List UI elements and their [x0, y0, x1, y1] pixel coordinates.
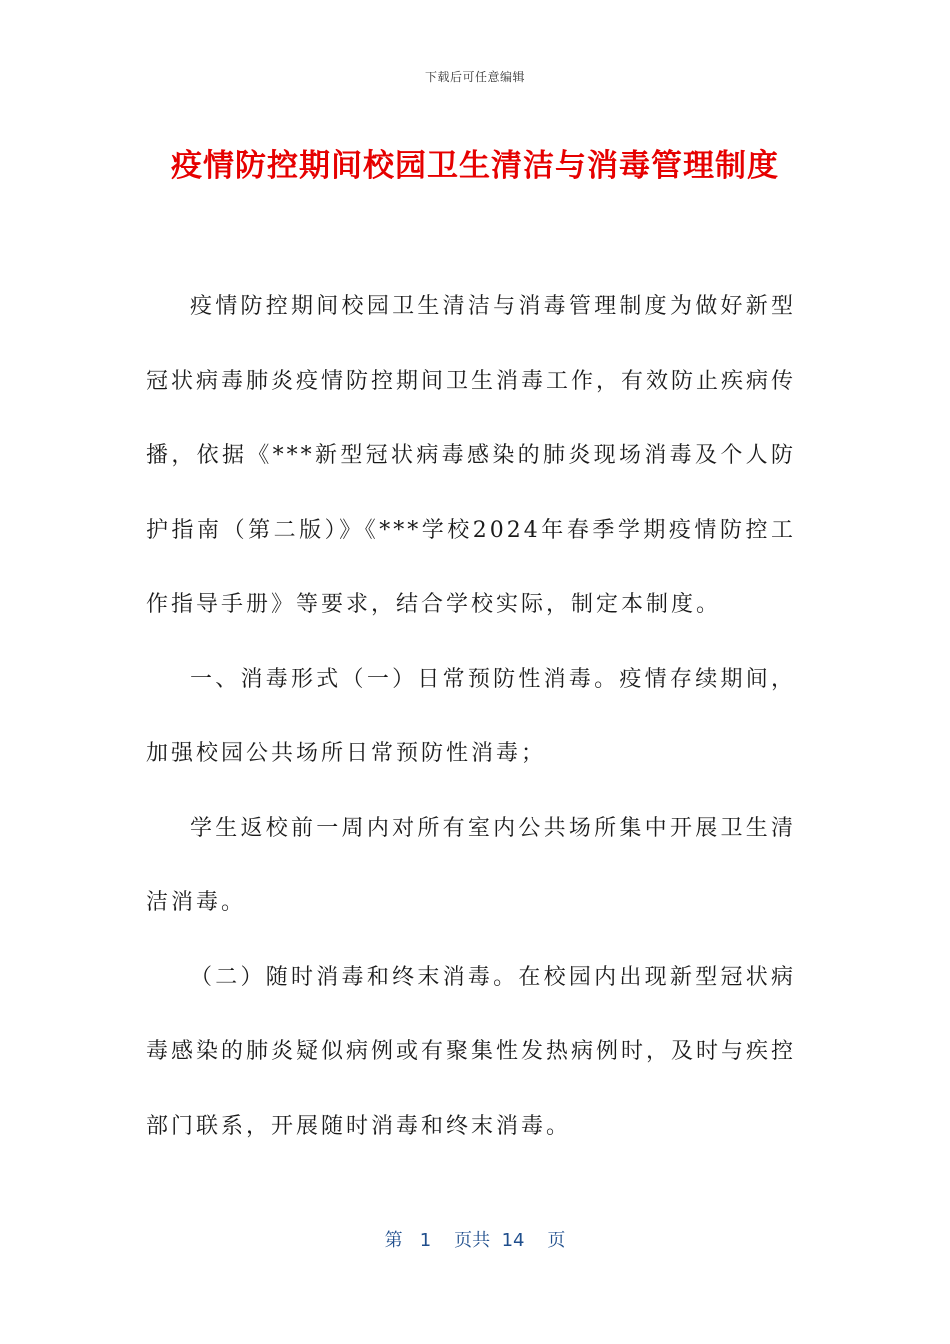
page-mid-label: 页共	[454, 1230, 491, 1251]
document-body	[146, 270, 796, 1164]
page-prefix: 第	[384, 1230, 403, 1251]
paragraph-intro: 疫情防控期间校园卫生清洁与消毒管理制度为做好新型冠状病毒肺炎疫情防控期间卫生消毒工作，有效防止疾病传播，依据《***新型冠状病毒感染的肺炎现场消毒及个人防护指南（第二版）》《***学校2024年春季学期疫情防控工作指导手册》等要求，结合学校实际，制定本制度。	[146, 294, 797, 617]
paragraph-return-disinfection: 学生返校前一周内对所有室内公共场所集中开展卫生清洁消毒。	[146, 815, 796, 915]
document-title: 疫情防控期间校园卫生清洁与消毒管理制度	[171, 148, 779, 184]
paragraph-section-two: （二）随时消毒和终末消毒。在校园内出现新型冠状病毒感染的肺炎疑似病例或有聚集性发热病例时，及时与疾控部门联系，开展随时消毒和终末消毒。	[146, 964, 797, 1139]
current-page-number: 1	[419, 1230, 432, 1251]
total-page-number: 14	[501, 1230, 525, 1251]
header-note: 下载后可任意编辑	[424, 70, 525, 84]
page-suffix: 页	[547, 1230, 566, 1251]
page-footer	[0, 1226, 950, 1252]
paragraph-section-one: 一、消毒形式（一）日常预防性消毒。疫情存续期间，加强校园公共场所日常预防性消毒；	[146, 666, 796, 766]
